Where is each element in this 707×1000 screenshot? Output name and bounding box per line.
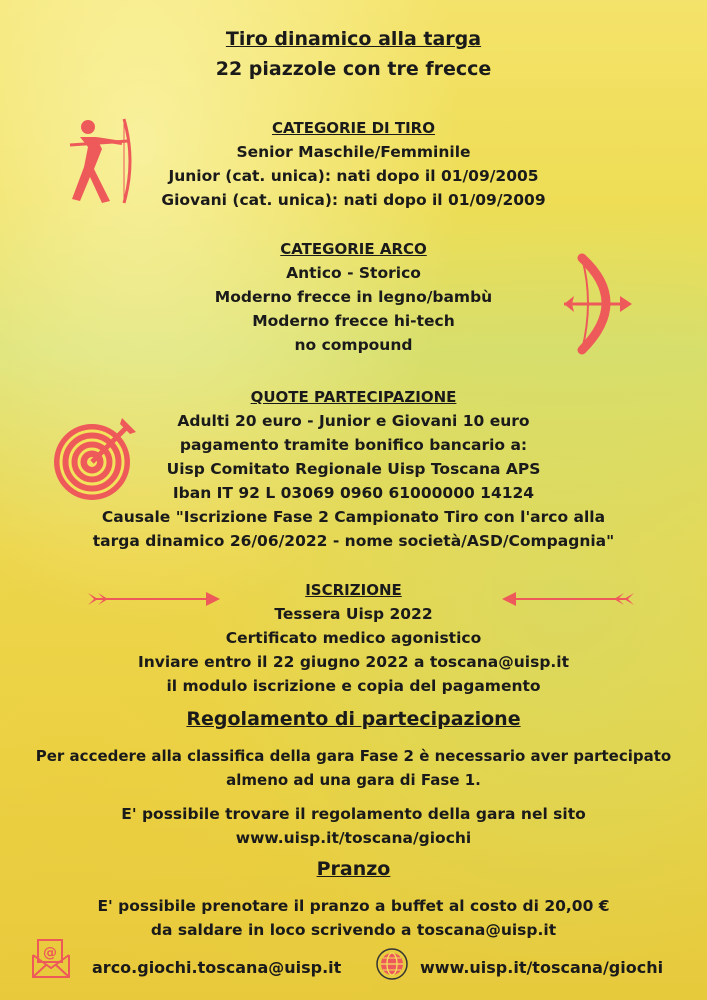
iscrizione-line: Tessera Uisp 2022 [274,605,433,623]
quote-line: targa dinamico 26/06/2022 - nome società/ASD/Compagnia" [92,532,615,550]
categorie-tiro-section [0,116,707,212]
regolamento-link[interactable]: www.uisp.it/toscana/giochi [235,829,472,847]
globe-icon [376,948,408,980]
page-title: Tiro dinamico alla targa [225,28,482,50]
email-icon [30,937,72,979]
iscrizione-line: il modulo iscrizione e copia del pagamento [166,677,541,695]
categorie-arco-section [0,237,707,357]
iscrizione-line: Inviare entro il 22 giugno 2022 a toscana@uisp.it [137,653,570,671]
regolamento-site-text [0,802,707,850]
page-title-block [0,24,707,84]
iscrizione-heading: ISCRIZIONE [305,581,402,599]
quote-line: pagamento tramite bonifico bancario a: [179,436,528,454]
categorie-tiro-line: Junior (cat. unica): nati dopo il 01/09/2005 [168,167,539,185]
regolamento-text [0,744,707,792]
categorie-arco-line: Antico - Storico [286,264,421,282]
quote-line: Adulti 20 euro - Junior e Giovani 10 euro [177,412,530,430]
quote-section [0,385,707,553]
regolamento-line: Per accedere alla classifica della gara Fase 2 è necessario aver partecipato [35,747,672,765]
pranzo-line: E' possibile prenotare il pranzo a buffet al costo di 20,00 € [97,897,610,915]
pranzo-text [0,894,707,942]
page-subtitle: 22 piazzole con tre frecce [215,58,492,80]
regolamento-line: E' possibile trovare il regolamento della gara nel sito [121,805,586,823]
quote-line: Uisp Comitato Regionale Uisp Toscana APS [166,460,541,478]
quote-heading: QUOTE PARTECIPAZIONE [250,388,457,406]
iscrizione-line: Certificato medico agonistico [225,629,482,647]
regolamento-line: almeno ad una gara di Fase 1. [226,771,481,789]
svg-text:@: @ [43,945,57,961]
categorie-arco-line: Moderno frecce hi-tech [252,312,455,330]
footer-website[interactable]: www.uisp.it/toscana/giochi [420,958,664,977]
categorie-tiro-heading: CATEGORIE DI TIRO [272,119,435,137]
pranzo-heading: Pranzo [316,858,391,880]
regolamento-heading: Regolamento di partecipazione [186,708,521,730]
categorie-tiro-line: Senior Maschile/Femminile [236,143,471,161]
categorie-arco-line: Moderno frecce in legno/bambù [214,288,493,306]
pranzo-line: da saldare in loco scrivendo a toscana@uisp.it [150,921,557,939]
quote-line: Iban IT 92 L 03069 0960 61000000 14124 [172,484,535,502]
quote-line: Causale "Iscrizione Fase 2 Campionato Tiro con l'arco alla [101,508,606,526]
iscrizione-section [0,578,707,698]
categorie-arco-heading: CATEGORIE ARCO [280,240,427,258]
categorie-tiro-line: Giovani (cat. unica): nati dopo il 01/09/2009 [161,191,546,209]
categorie-arco-line: no compound [294,336,413,354]
footer-email[interactable]: arco.giochi.toscana@uisp.it [92,958,342,977]
